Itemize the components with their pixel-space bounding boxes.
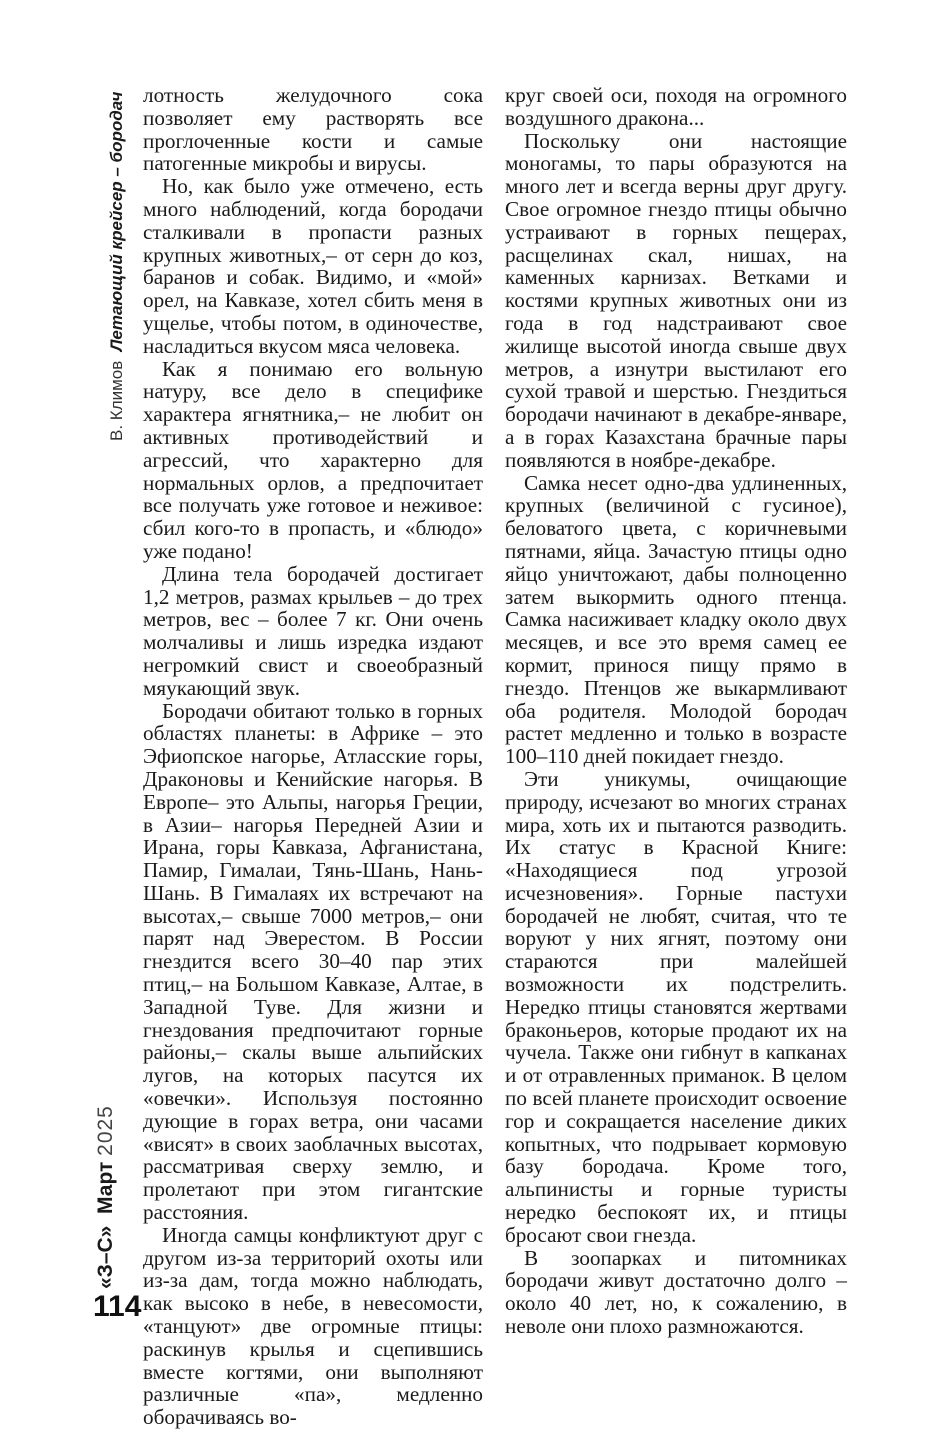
issue-month: Март (94, 1161, 117, 1214)
footer-magazine-line (94, 1105, 118, 1289)
paragraph: Эти уникумы, очищающие природу, исчезают во многих странах мира, хоть их и пытаются разводить. Их статус в Красной Книге: «Находящиеся под угрозой исчезновения». Горные пастухи бородачей не любят, считая, что те воруют у них ягнят, поэтому они стараются при малейшей возможности их подстрелить. Нередко птицы становятся жертвами браконьеров, которые продают их на чучела. Также они гибнут в капканах и от отравленных приманок. В целом по всей планете происходит освоение гор и сокращается население диких копытных, что подрывает кормовую базу бородача. Кроме того, альпинисты и горные туристы нередко беспокоят их, и птицы бросают свои гнезда. (505, 766, 847, 1247)
paragraph: Поскольку они настоящие моногамы, то пары образуются на много лет и всегда верны друг другу. Свое огромное гнездо птицы обычно устраивают в горных пещерах, расщелинах скал, нишах, на каменных карнизах. Ветками и костями крупных животных они из года в год надстраивают свое жилище высотой иногда свыше двух метров, а изнутри выстилают его сухой травой и шерстью. Гнездиться бородачи начинают в декабре-январе, а в горах Казахстана брачные пары появляются в ноябре-декабре. (505, 128, 847, 472)
paragraph: Бородачи обитают только в горных областях планеты: в Африке – это Эфиопское нагорье, Атласские горы, Драконовы и Кенийские нагорья. В Европе– это Альпы, нагорья Греции, в Азии– нагорья Передней Азии и Ирана, горы Кавказа, Афганистана, Памир, Гималаи, Тянь-Шань, Нань-Шань. В Гималаях их встречают на высотах,– свыше 7000 метров,– они парят над Эверестом. В России гнездится всего 30–40 пар этих птиц,– на Большом Кавказе, Алтае, в Западной Туве. Для жизни и гнездования предпочитают горные районы,– скалы выше альпийских лугов, на которых пасутся их «овечки». Используя постоянно дующие в горах ветра, они часами «висят» в своих заоблачных высотах, рассматривая сверху землю, и пролетают при этом гигантские расстояния. (143, 698, 483, 1225)
paragraph: Но, как было уже отмечено, есть много наблюдений, когда бородачи сталкивали в пропасти разных крупных животных,– от серн до коз, баранов и собак. Видимо, и «мой» орел, на Кавказе, хотел сбить меня в ущелье, чтобы потом, в одиночестве, насладиться вкусом мяса человека. (143, 174, 483, 358)
running-head (107, 92, 127, 441)
paragraph: Иногда самцы конфликтуют друг с другом из-за территорий охоты или из-за дам, тогда можно наблюдать, как высоко в небе, в невесомости, «танцуют» две огромные птицы: раскинув крылья и сцепившись вместе когтями, они выполняют различные «па», медленно оборачиваясь во- (143, 1222, 483, 1429)
paragraph: Длина тела бородачей достигает 1,2 метров, размах крыльев – до трех метров, вес – более 7 кг. Они очень молчаливы и лишь изредка издают негромкий свист и своеобразный мяукающий звук. (143, 561, 483, 700)
paragraph: лотность желудочного сока позволяет ему растворять все проглоченные кости и самые патогенные микробы и вирусы. (143, 83, 483, 176)
left-column (143, 84, 483, 1429)
page-number: 114 (93, 1290, 142, 1323)
paragraph: Самка несет одно-два удлиненных, крупных (величиной с гусиное), беловатого цвета, с коричневыми пятнами, яйца. Зачастую птицы одно яйцо уничтожают, дабы полноценно затем выкормить одного птенца. Самка насиживает кладку около двух месяцев, и все это время самец ее кормит, принося пищу прямо в гнездо. Птенцов же выкармливают оба родителя. Молодой бородач растет медленно и только в возрасте 100–110 дней покидает гнездо. (505, 470, 847, 769)
magazine-name: «З–С» (94, 1225, 117, 1289)
right-column (505, 84, 847, 1338)
running-head-author: В. Климов (107, 360, 126, 441)
issue-year: 2025 (94, 1105, 117, 1156)
paragraph: В зоопарках и питомниках бородачи живут достаточно долго – около 40 лет, но, к сожалению, в неволе они плохо размножаются. (505, 1245, 847, 1339)
paragraph: Как я понимаю его вольную натуру, все дело в специфике характера ягнятника,– не любит он активных противодействий и агрессий, что характерно для нормальных орлов, а предпочитает все получать уже готовое и неживое: сбил кого-то в пропасть, и «блюдо» уже подано! (143, 356, 483, 563)
running-head-title: Летающий крейсер – бородач (107, 91, 126, 352)
paragraph: круг своей оси, походя на огромного воздушного дракона... (505, 83, 847, 130)
